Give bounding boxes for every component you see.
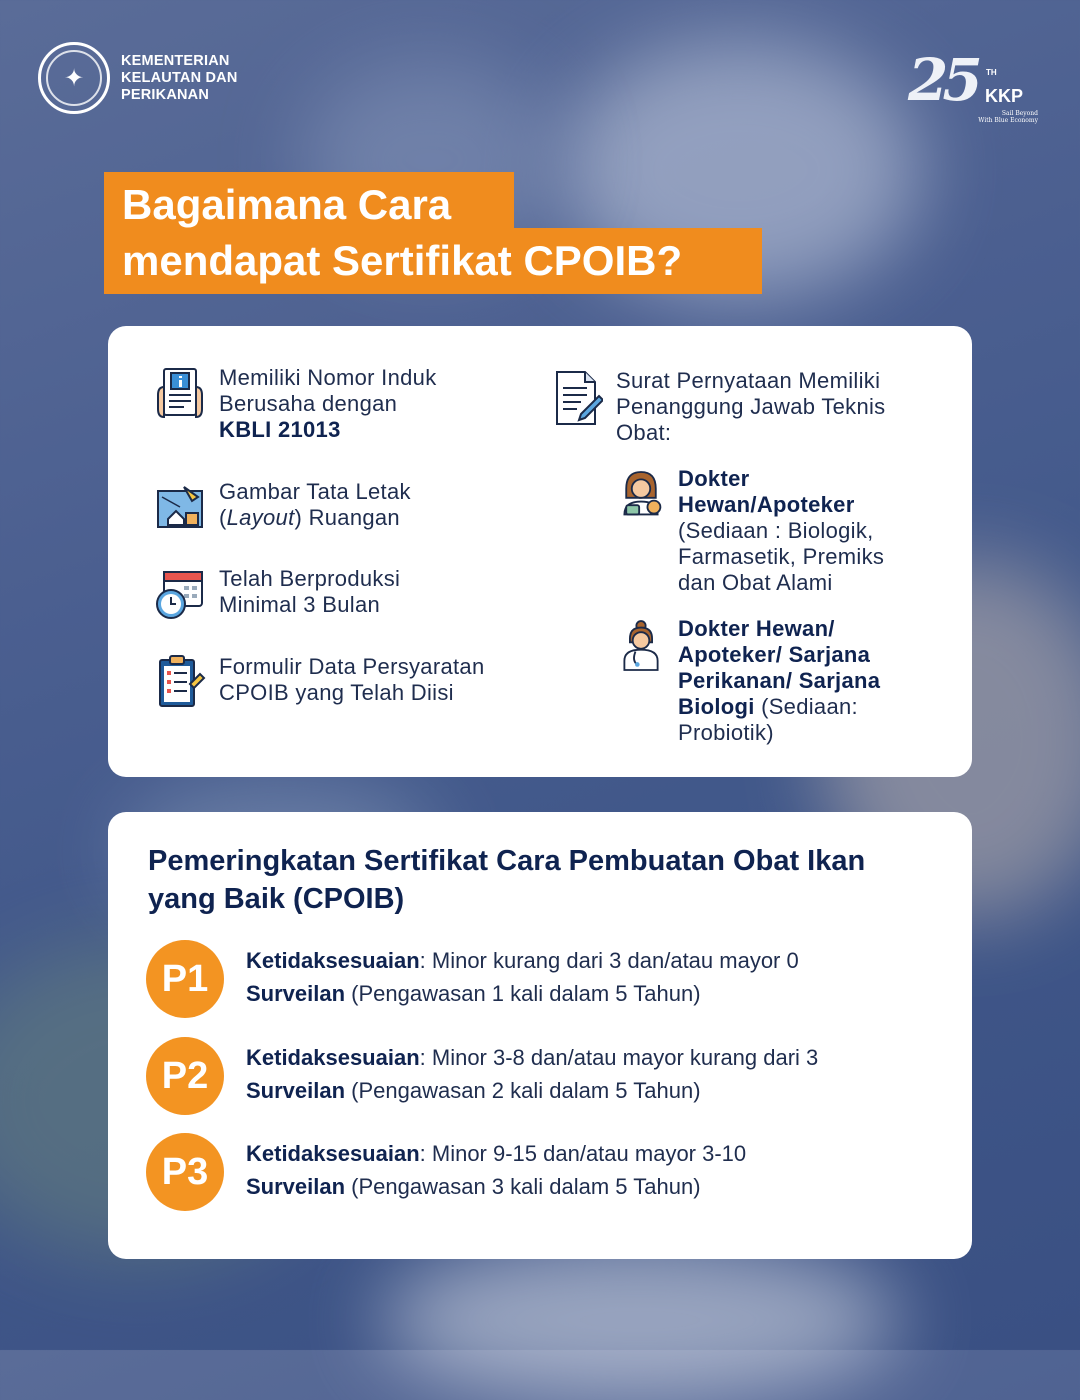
requirement-text: Telah Berproduksi Minimal 3 Bulan <box>219 566 401 617</box>
requirement-item <box>154 566 494 626</box>
ministry-line: KEMENTERIAN <box>121 53 230 69</box>
level-badge: P1 <box>146 940 224 1018</box>
requirement-item <box>154 479 494 539</box>
ministry-name <box>121 53 238 104</box>
requirement-label: Memiliki Nomor Induk Berusaha dengan <box>219 365 437 416</box>
nonconformity-label: Ketidaksesuaian <box>246 948 420 973</box>
requirement-text: Formulir Data Persyaratan CPOIB yang Telah Diisi <box>219 654 485 705</box>
ministry-line: KELAUTAN DAN <box>121 70 238 86</box>
clipboard-form-icon <box>154 654 206 714</box>
calendar-clock-icon <box>154 566 206 626</box>
paren: ( <box>219 505 227 530</box>
ranking-level <box>146 1037 818 1115</box>
garuda-emblem-icon: ✦ <box>46 50 102 106</box>
option-text <box>678 466 918 596</box>
document-id-icon <box>154 365 206 425</box>
surveillance-value: (Pengawasan 2 kali dalam 5 Tahun) <box>345 1078 701 1103</box>
responsible-option <box>617 466 927 596</box>
nonconformity-label: Ketidaksesuaian <box>246 1045 420 1070</box>
layout-word: Layout <box>226 505 295 530</box>
nonconformity-label: Ketidaksesuaian <box>246 1141 420 1166</box>
option-bold: Dokter Hewan/ Apoteker/ Sarjana Perikanan/ Sarjana Biologi <box>678 616 881 719</box>
ranking-level <box>146 1133 746 1211</box>
surveillance-label: Surveilan <box>246 1078 346 1103</box>
title-line-2: mendapat Sertifikat CPOIB? <box>104 228 762 294</box>
anniversary-suffix: TH <box>986 68 997 77</box>
option-bold: Dokter Hewan/Apoteker <box>678 466 855 517</box>
ministry-line: PERIKANAN <box>121 87 209 103</box>
ranking-heading: Pemeringkatan Sertifikat Cara Pembuatan Obat Ikan yang Baik (CPOIB) <box>148 845 866 915</box>
level-description <box>246 1133 746 1203</box>
level-description <box>246 1037 818 1107</box>
surveillance-value: (Pengawasan 1 kali dalam 5 Tahun) <box>345 981 701 1006</box>
requirement-label-2: Ruangan <box>308 505 400 530</box>
nonconformity-value: : Minor kurang dari 3 dan/atau mayor 0 <box>419 948 799 973</box>
requirement-text <box>219 479 411 539</box>
level-badge: P3 <box>146 1133 224 1211</box>
option-text <box>678 616 918 746</box>
option-detail: (Sediaan : Biologik, Farmasetik, Premiks dan Obat Alami <box>678 518 885 595</box>
document-pen-icon <box>551 368 603 428</box>
surveillance-label: Surveilan <box>246 981 346 1006</box>
blueprint-icon <box>154 479 206 539</box>
anniversary-brand: KKP <box>985 86 1024 106</box>
level-description <box>246 940 799 1010</box>
ministry-logo <box>38 42 110 114</box>
kbli-code: KBLI 21013 <box>219 417 341 442</box>
requirement-text: Surat Pernyataan Memiliki Penanggung Jawab Teknis Obat: <box>616 368 886 445</box>
option-detail: (Sediaan: Probiotik) <box>678 694 858 745</box>
nonconformity-value: : Minor 3-8 dan/atau mayor kurang dari 3 <box>419 1045 819 1070</box>
tagline-line: With Blue Economy <box>978 117 1038 124</box>
ranking-level <box>146 940 799 1018</box>
nonconformity-value: : Minor 9-15 dan/atau mayor 3-10 <box>419 1141 747 1166</box>
tagline-line: Sail Beyond <box>1001 110 1038 117</box>
level-badge: P2 <box>146 1037 224 1115</box>
requirement-label: Gambar Tata Letak <box>219 479 411 504</box>
paren: ) <box>294 505 303 530</box>
anniversary-number: 25 <box>908 46 977 114</box>
anniversary-tagline <box>976 110 1038 124</box>
doctor-icon <box>617 616 665 676</box>
requirement-text <box>219 365 494 443</box>
title-line-1: Bagaimana Cara <box>104 172 514 232</box>
requirement-item <box>154 365 494 443</box>
veterinarian-icon <box>617 466 665 526</box>
surveillance-label: Surveilan <box>246 1174 346 1199</box>
surveillance-value: (Pengawasan 3 kali dalam 5 Tahun) <box>345 1174 701 1199</box>
requirement-item <box>551 368 921 446</box>
requirement-item <box>154 654 534 714</box>
responsible-option <box>617 616 937 746</box>
anniversary-logo <box>900 46 1045 125</box>
